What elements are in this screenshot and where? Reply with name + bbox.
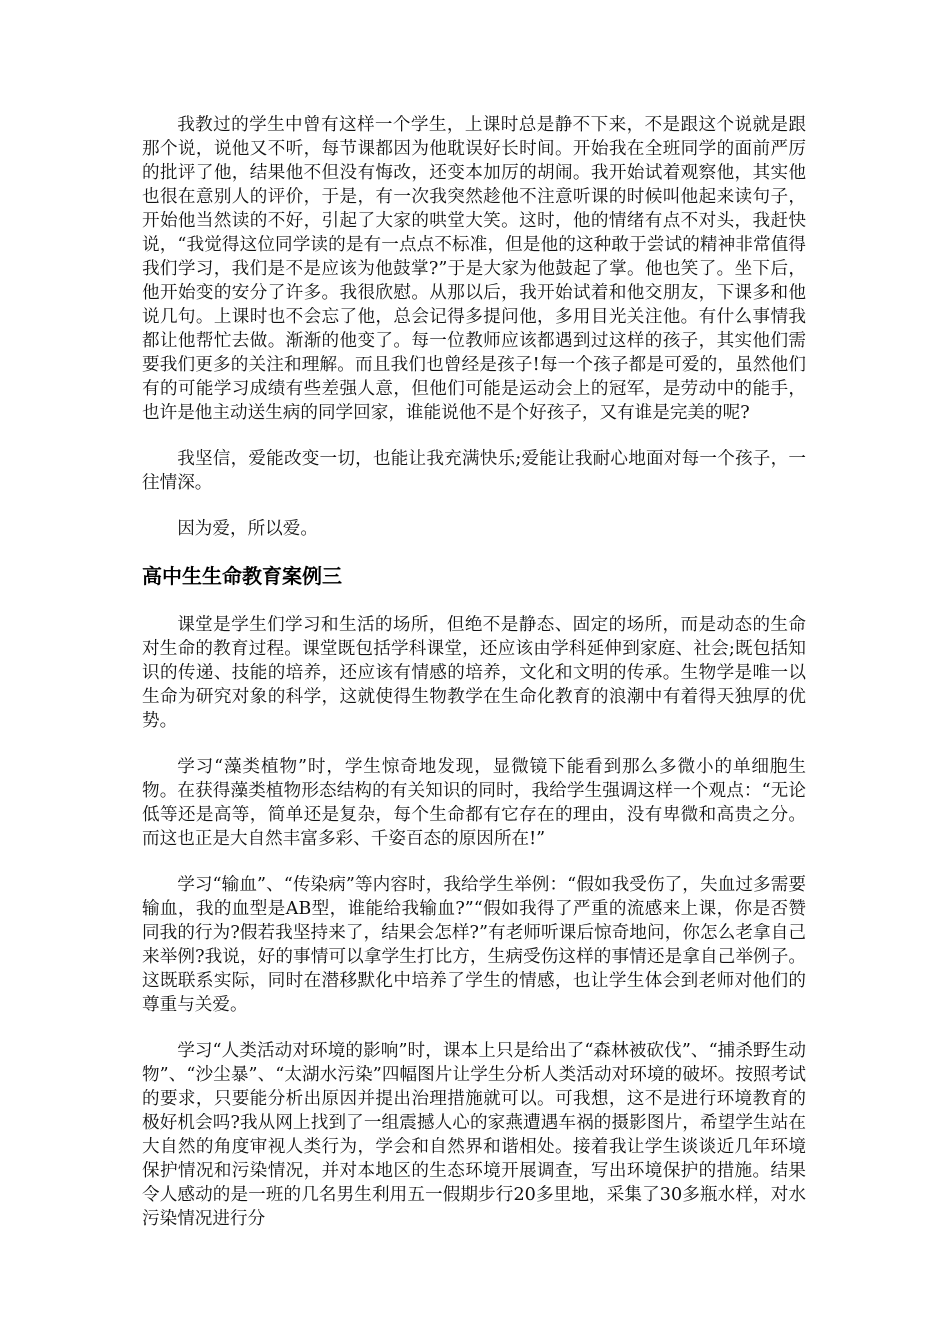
paragraph-algae: 学习“藻类植物”时，学生惊奇地发现，显微镜下能看到那么多微小的单细胞生物。在获得藻类植物形态结构的有关知识的同时，我给学生强调这样一个观点：“无论低等还是高等，简单还是复杂，每个生命都有它存在的理由，没有卑微和高贵之分。而这也正是大自然丰富多彩、千姿百态的原因所在!”: [142, 757, 806, 849]
document-body: [142, 113, 806, 1253]
paragraph-blood: 学习“输血”、“传染病”等内容时，我给学生举例：“假如我受伤了，失血过多需要输血，我的血型是AB型，谁能给我输血?”“假如我得了严重的流感来上课，你是否赞同我的行为?假若我坚持来了，结果会怎样?”有老师听课后惊奇地问，你怎么老拿自己来举例?我说，好的事情可以拿学生打比方，生病受伤这样的事情还是拿自己举例子。这既联系实际，同时在潜移默化中培养了学生的情感，也让学生体会到老师对他们的尊重与关爱。: [142, 875, 806, 1015]
paragraph-because-love: 因为爱，所以爱。: [177, 519, 318, 539]
paragraph-belief: 我坚信，爱能改变一切，也能让我充满快乐;爱能让我耐心地面对每一个孩子，一往情深。: [142, 449, 806, 493]
section-title: 高中生生命教育案例三: [142, 564, 342, 588]
paragraph-student-story: 我教过的学生中曾有这样一个学生，上课时总是静不下来，不是跟这个说就是跟那个说，说他又不听，每节课都因为他耽误好长时间。开始我在全班同学的面前严厉的批评了他，结果他不但没有悔改，还变本加厉的胡闹。我开始试着观察他，其实他也很在意别人的评价，于是，有一次我突然趁他不注意听课的时候叫他起来读句子，开始他当然读的不好，引起了大家的哄堂大笑。这时，他的情绪有点不对头，我赶快说，“我觉得这位同学读的是有一点点不标准，但是他的这种敢于尝试的精神非常值得我们学习，我们是不是应该为他鼓掌?”于是大家为他鼓起了掌。他也笑了。坐下后，他开始变的安分了许多。我很欣慰。从那以后，我开始试着和他交朋友，下课多和他说几句。上课时也不会忘了他，总会记得多提问他，多用目光关注他。有什么事情我都让他帮忙去做。渐渐的他变了。每一位教师应该都遇到过这样的孩子，其实他们需要我们更多的关注和理解。而且我们也曾经是孩子!每一个孩子都是可爱的，虽然他们有的可能学习成绩有些差强人意，但他们可能是运动会上的冠军，是劳动中的能手，也许是他主动送生病的同学回家，谁能说他不是个好孩子，又有谁是完美的呢?: [142, 115, 806, 423]
paragraph-environment: 学习“人类活动对环境的影响”时，课本上只是给出了“森林被砍伐”、“捕杀野生动物”、“沙尘暴”、“太湖水污染”四幅图片让学生分析人类活动对环境的破坏。按照考试的要求，只要能分析出原因并提出治理措施就可以。可我想，这不是进行环境教育的极好机会吗?我从网上找到了一组震撼人心的家燕遭遇车祸的摄影图片，希望学生站在大自然的角度审视人类行为，学会和自然界和谐相处。接着我让学生谈谈近几年环境保护情况和污染情况，并对本地区的生态环境开展调查，写出环境保护的措施。结果令人感动的是一班的几名男生利用五一假期步行20多里地，采集了30多瓶水样，对水污染情况进行分: [142, 1041, 806, 1229]
paragraph-classroom: 课堂是学生们学习和生活的场所，但绝不是静态、固定的场所，而是动态的生命对生命的教育过程。课堂既包括学科课堂，还应该由学科延伸到家庭、社会;既包括知识的传递、技能的培养，还应该有情感的培养，文化和文明的传承。生物学是唯一以生命为研究对象的科学，这就使得生物教学在生命化教育的浪潮中有着得天独厚的优势。: [142, 615, 806, 731]
